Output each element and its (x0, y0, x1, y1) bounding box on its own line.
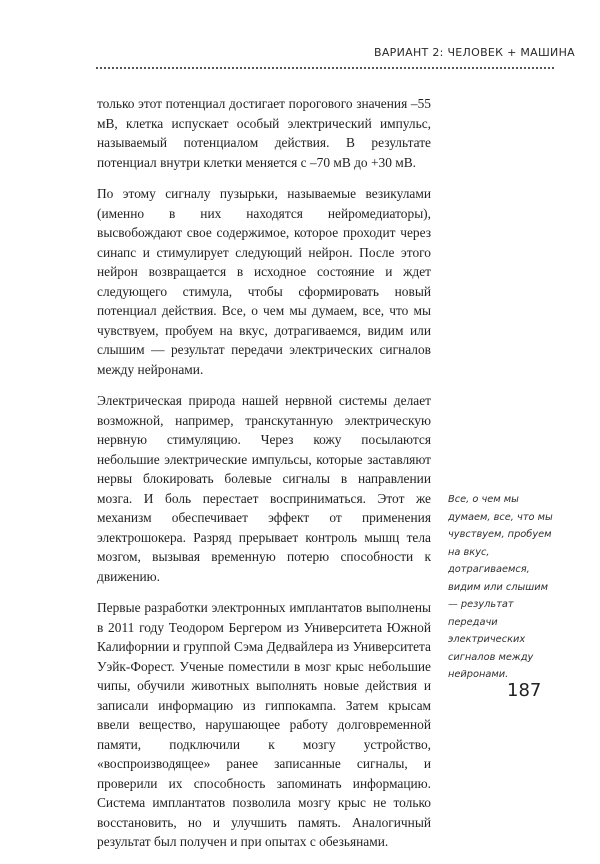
paragraph-1: только этот потенциал достигает порогового значения –55 мВ, клетка испускает особый электрический импульс, называемый потенциалом действия. В результате потенциал внутри клетки меняется с –70 мВ до +30 мВ. (97, 96, 431, 170)
paragraph-3: Электрическая природа нашей нервной системы делает возможной, например, транскутанную электрическую нервную стимуляцию. Через кожу посылаются небольшие электрические импульсы, которые заставляют нервы блокировать болевые сигналы в направлении мозга. И боль перестает восприниматься. Этот же механизм обеспечивает эффект от применения электрошокера. Разряд прерывает контроль мышц тела мозгом, вызывая временную потерю способности к движению. (97, 393, 431, 584)
paragraph-2: По этому сигналу пузырьки, называемые везикулами (именно в них находятся нейромедиаторы), высвобождают свое содержимое, которое проходит через синапс и стимулирует следующий нейрон. После этого нейрон возвращается в исходное состояние и ждет следующего стимула, чтобы сформировать новый потенциал действия. Все, о чем мы думаем, все, что мы чувствуем, пробуем на вкус, дотрагиваемся, видим или слышим — результат передачи электрических сигналов между нейронами. (97, 186, 431, 377)
running-header: ВАРИАНТ 2: ЧЕЛОВЕК + МАШИНА (374, 46, 575, 59)
margin-quote: Все, о чем мы думаем, все, что мы чувствуем, пробуем на вкус, дотрагиваемся, видим или слышим — результат передачи электрических сигналов между нейронами. (448, 494, 553, 680)
header-divider (96, 67, 554, 69)
paragraph-4: Первые разработки электронных имплантатов выполнены в 2011 году Теодором Бергером из Университета Южной Калифорнии и группой Сэма Дедвайлера из Университета Уэйк-Форест. Ученые поместили в мозг крыс небольшие чипы, обучили животных выполнять новые действия и записали информацию из гиппокампа. Затем крысам ввели вещество, нарушающее работу долговременной памяти, подключили к мозгу устройство, «воспроизводящее» ранее записанные сигналы, и проверили их способность запоминать информацию. Система имплантатов позволила мозгу крыс не только восстановить, но и улучшить память. Аналогичный результат был получен и при опытах с обезьянами. (97, 600, 431, 849)
page-number: 187 (507, 680, 542, 701)
main-text (97, 94, 431, 864)
